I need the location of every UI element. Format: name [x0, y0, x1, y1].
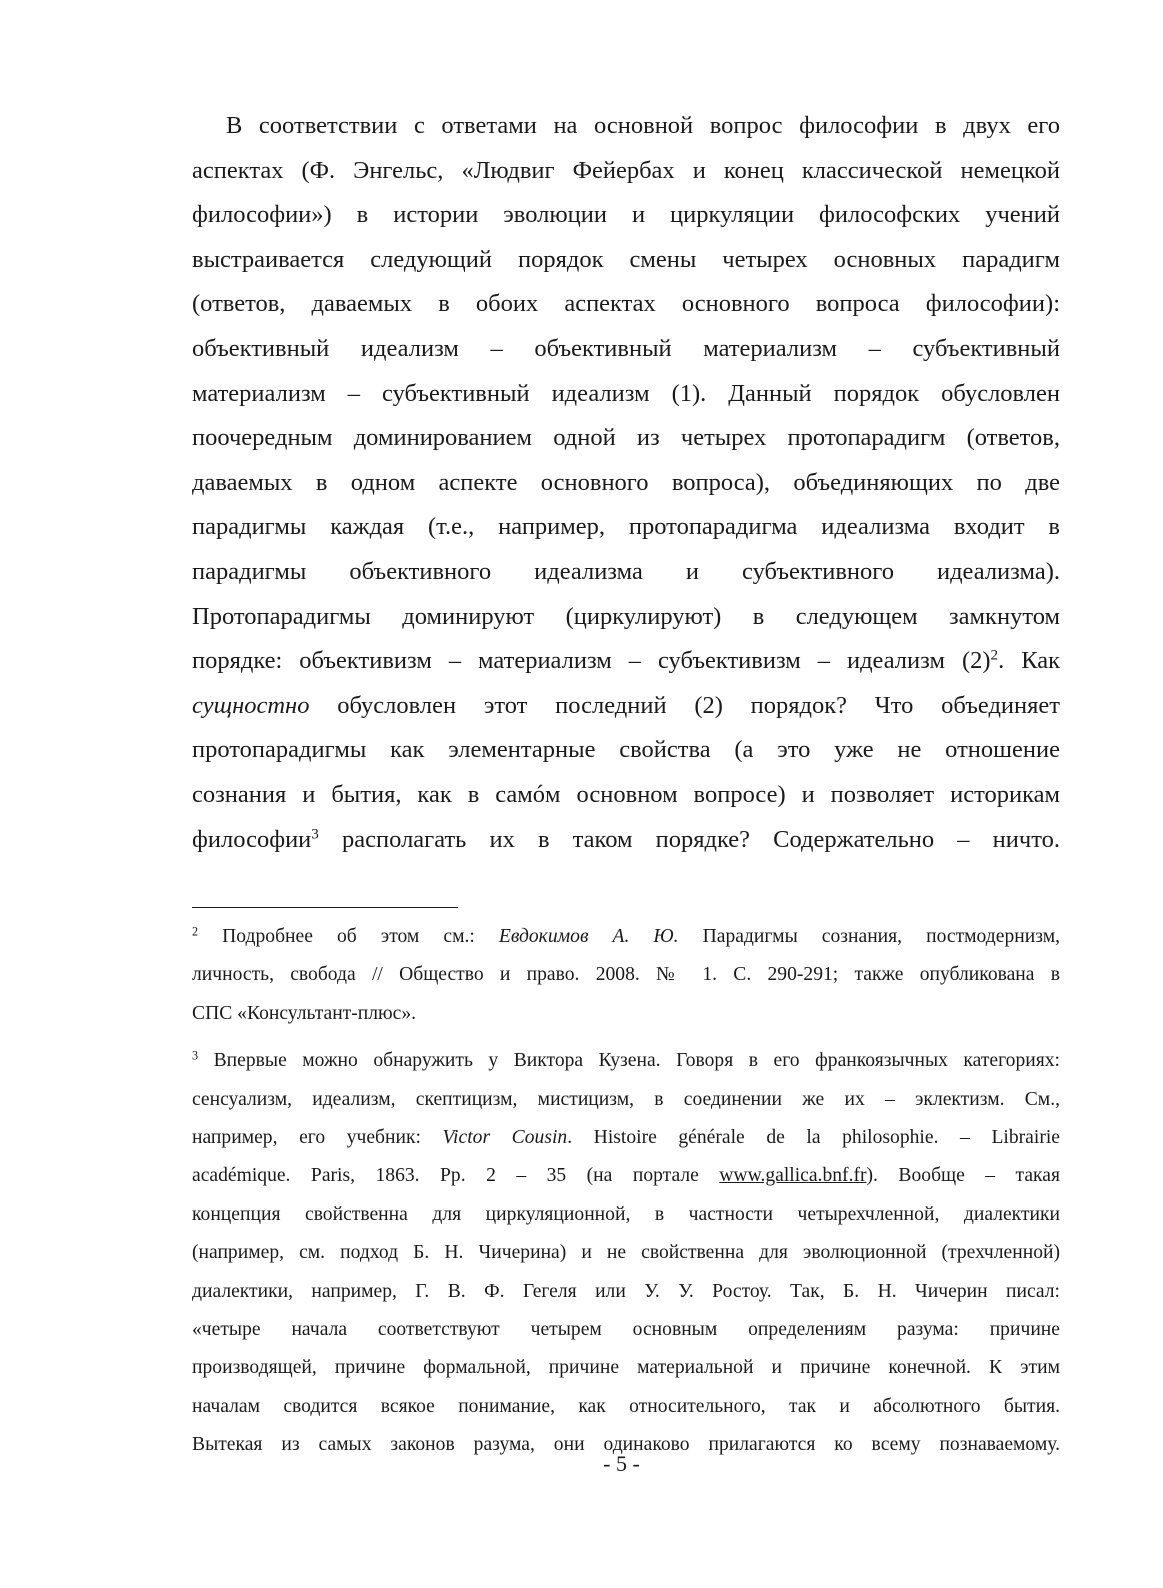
footnotes: [192, 918, 1060, 1464]
footnote-2: [192, 918, 1060, 1033]
footnote-line: производящей, причине формальной, причине материальной и причине конечной. К этим: [192, 1357, 1060, 1379]
text-segment: обусловлен этот последний (2) порядок? Что объединяет: [309, 691, 1060, 719]
text-line: выстраивается следующий порядок смены четырех основных парадигм: [192, 245, 1060, 273]
footnote-3: [192, 1042, 1060, 1464]
author-name: Евдокимов А. Ю.: [498, 926, 679, 947]
text-segment: ). Вообще – такая: [866, 1165, 1060, 1187]
footnote-line: диалектики, например, Г. В. Ф. Гегеля или У. У. Ростоу. Так, Б. Н. Чичерин писал:: [192, 1280, 1060, 1302]
footnote-line: концепция свойственна для циркуляционной, в частности четырехчленной, диалектики: [192, 1203, 1060, 1225]
author-name: Victor Cousin: [442, 1126, 568, 1148]
text-segment: порядке: объективизм – материализм – субъективизм – идеализм (2): [192, 647, 991, 675]
footnote-line: сенсуализм, идеализм, скептицизм, мистицизм, в соединении же их – эклектизм. См.,: [192, 1088, 1060, 1110]
footnote-line: СПС «Консультант-плюс».: [192, 1002, 417, 1024]
text-segment: Впервые можно обнаружить у Виктора Кузена. Говоря в его франкоязычных категориях:: [198, 1050, 1060, 1072]
footnote-marker: 3: [192, 1048, 199, 1063]
text-line: сознания и бытия, как в самóм основном вопросе) и позволяет историкам: [192, 780, 1060, 808]
text-segment: . Histoire générale de la philosophie. – Librairie: [567, 1126, 1060, 1148]
text-line: Протопарадигмы доминируют (циркулируют) в следующем замкнутом: [192, 602, 1060, 630]
italic-emphasis: сущностно: [192, 691, 310, 719]
footnote-line: [192, 918, 1060, 956]
page-number: - 5 -: [603, 1451, 640, 1476]
gallica-link[interactable]: www.gallica.bnf.fr: [719, 1165, 867, 1187]
main-text: [192, 104, 1060, 862]
text-segment: Подробнее об этом см.:: [198, 926, 499, 947]
footnote-line: [192, 1119, 1060, 1157]
text-segment: académique. Paris, 1863. Pp. 2 – 35 (на портале: [192, 1165, 720, 1187]
text-segment: Парадигмы сознания, постмодернизм,: [678, 926, 1060, 947]
text-line: [192, 818, 1060, 863]
footnote-ref-2[interactable]: 2: [990, 646, 999, 664]
text-line: протопарадигмы как элементарные свойства (а это уже не отношение: [192, 736, 1060, 764]
text-line: В соответствии с ответами на основной вопрос философии в двух его: [226, 112, 1060, 139]
footnote-marker: 2: [192, 924, 199, 939]
text-segment: например, его учебник:: [192, 1126, 443, 1148]
footnote-line: [192, 1157, 1060, 1195]
text-line: парадигмы объективного идеализма и субъективного идеализма).: [192, 557, 1060, 585]
text-line: [192, 684, 1060, 729]
footnote-line: началам сводится всякое понимание, как относительного, так и абсолютного бытия.: [192, 1395, 1060, 1417]
text-line: [192, 639, 1060, 684]
text-line: аспектах (Ф. Энгельс, «Людвиг Фейербах и конец классической немецкой: [192, 156, 1060, 184]
text-segment: . Как: [998, 647, 1061, 675]
text-line: философии») в истории эволюции и циркуляции философских учений: [192, 201, 1060, 229]
text-line: парадигмы каждая (т.е., например, протопарадигма идеализма входит в: [192, 513, 1060, 541]
footnote-line: личность, свобода // Общество и право. 2008. № 1. С. 290-291; также опубликована в: [192, 964, 1060, 986]
footnote-line: Вытекая из самых законов разума, они одинаково прилагаются ко всему познаваемому.: [192, 1434, 1060, 1456]
footnote-ref-3[interactable]: 3: [311, 825, 319, 843]
text-line: поочередным доминированием одной из четырех протопарадигм (ответов,: [192, 424, 1060, 452]
text-line: материализм – субъективный идеализм (1). Данный порядок обусловлен: [192, 379, 1060, 407]
text-line: (ответов, даваемых в обоих аспектах основного вопроса философии):: [192, 290, 1060, 318]
footnote-separator: [192, 907, 458, 908]
footnote-line: [192, 1042, 1060, 1080]
text-segment: философии: [192, 825, 312, 853]
text-line: даваемых в одном аспекте основного вопроса), объединяющих по две: [192, 468, 1060, 496]
footnote-line: «четыре начала соответствуют четырем основным определениям разума: причине: [192, 1318, 1060, 1340]
text-segment: располагать их в таком порядке? Содержательно – ничто.: [318, 825, 1060, 853]
text-line: объективный идеализм – объективный материализм – субъективный: [192, 334, 1060, 362]
footnote-line: (например, см. подход Б. Н. Чичерина) и не свойственна для эволюционной (трехчленной): [192, 1242, 1060, 1264]
